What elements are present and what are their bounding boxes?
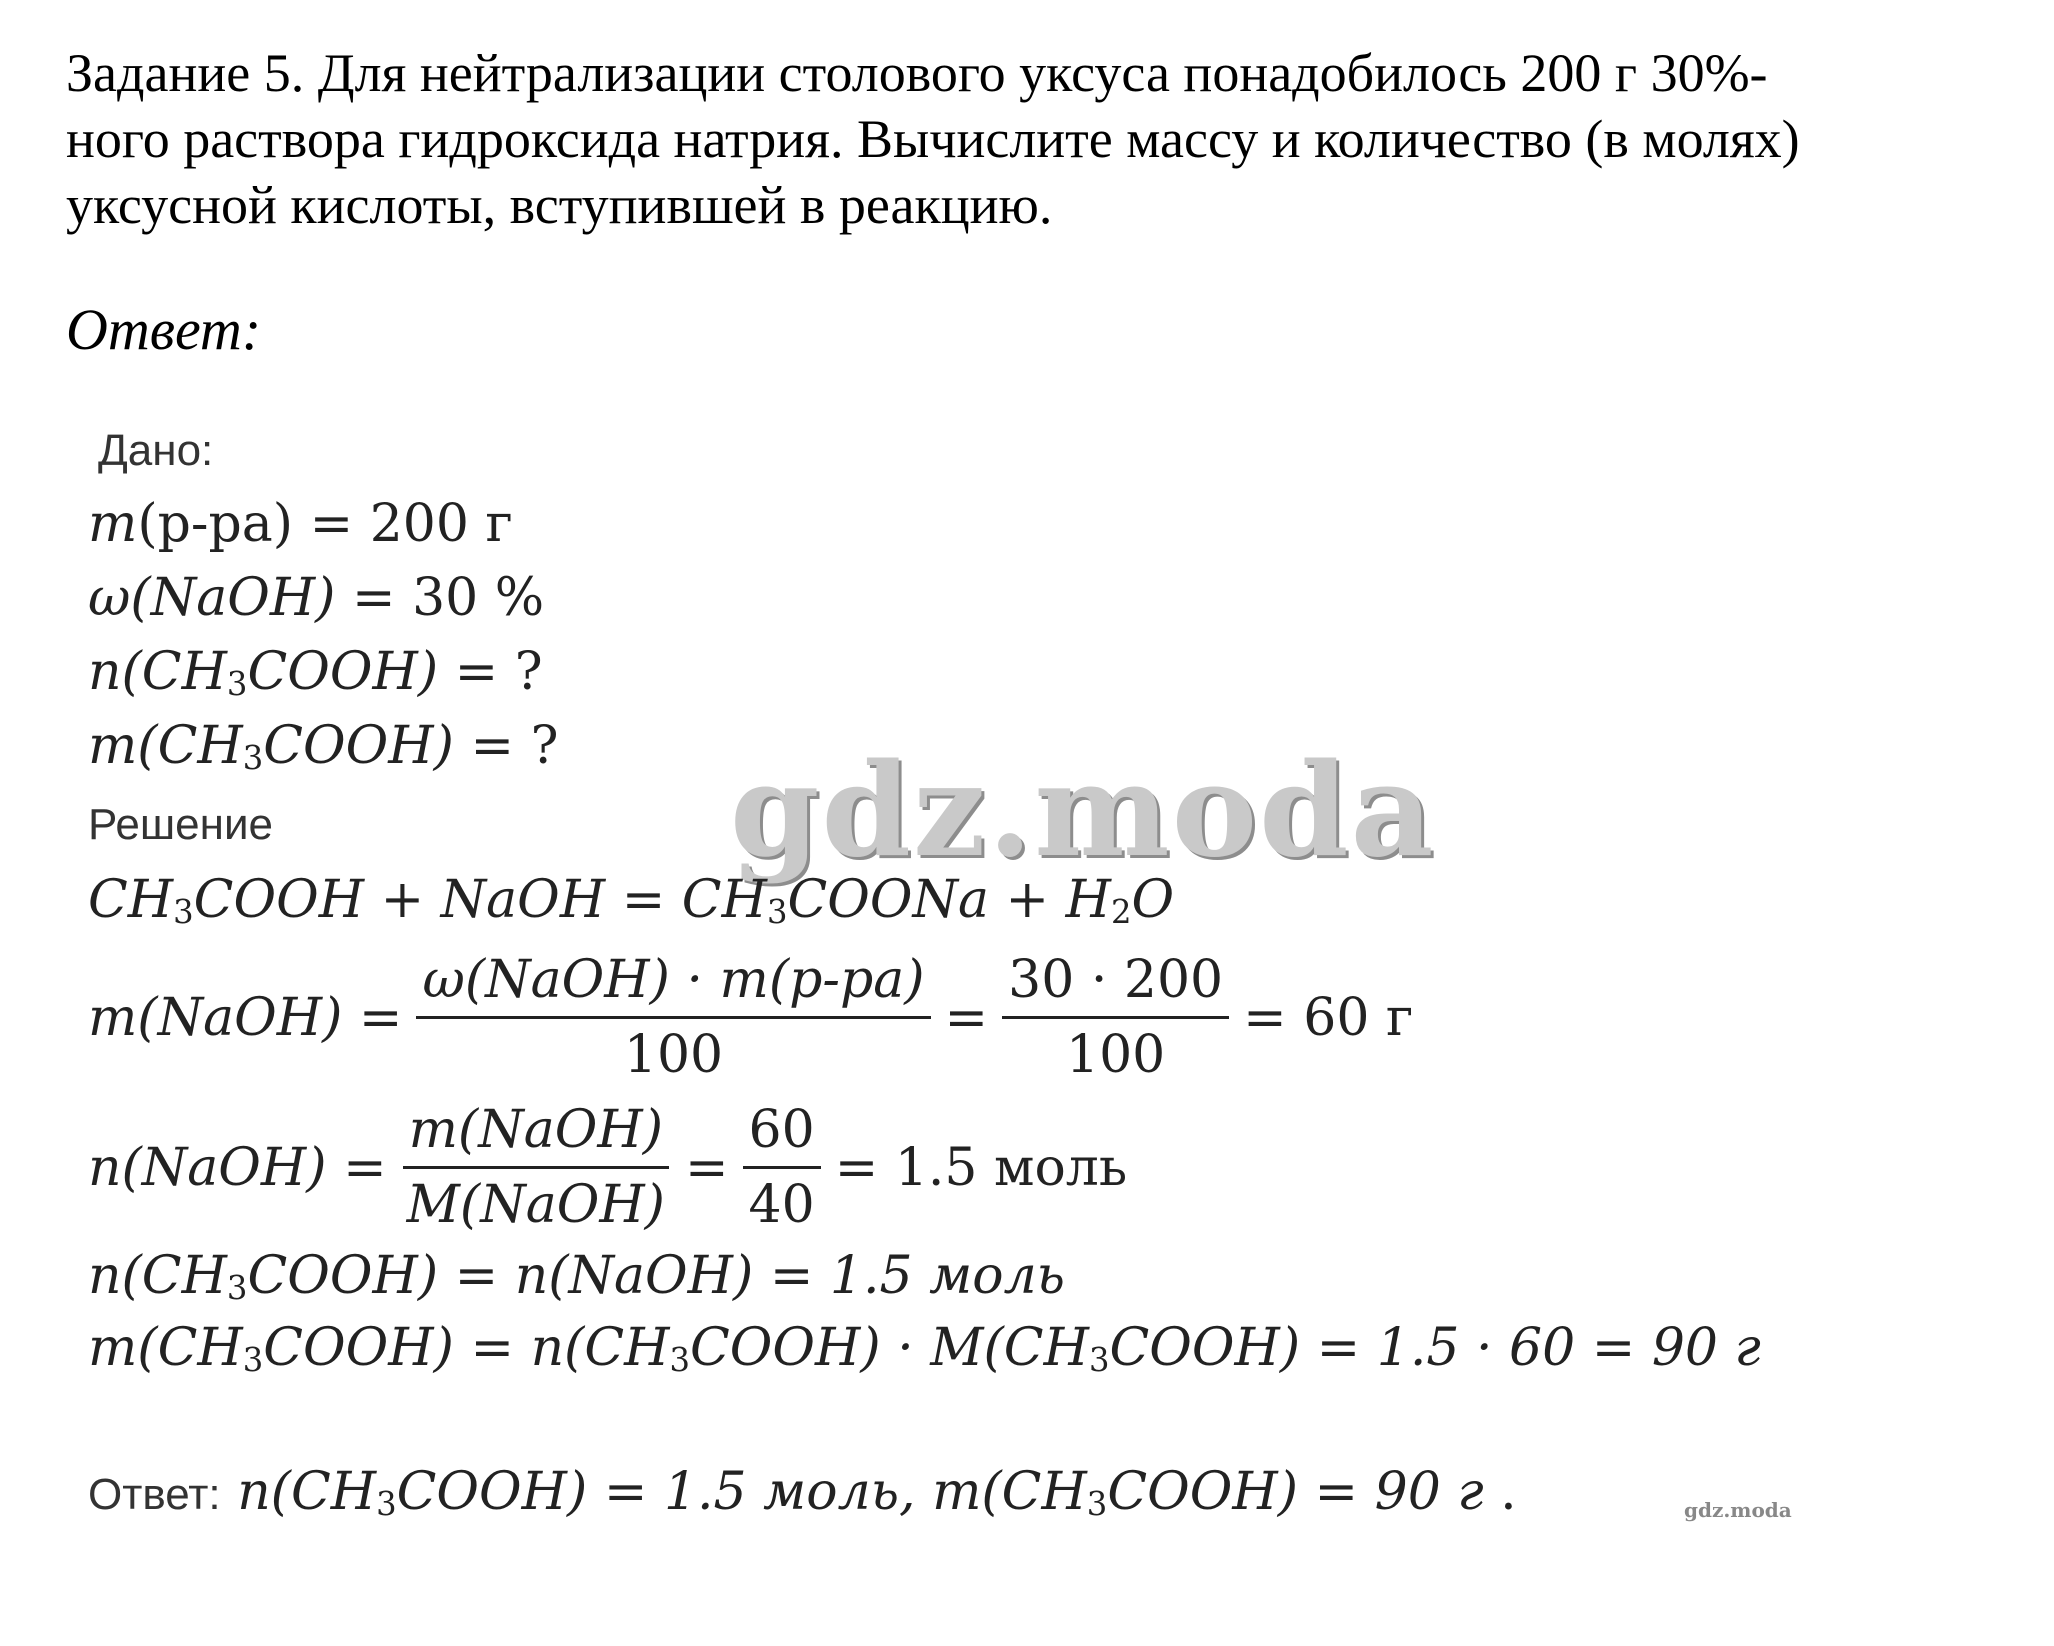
final-answer-label: Ответ: (88, 1470, 221, 1519)
task-line-2: ного раствора гидроксида натрия. Вычислите массу и количество (в молях) (66, 109, 1800, 169)
naoh-amount-numeric-fraction: $\frac{60}{40}$ (743, 1100, 821, 1235)
task-line-1: Задание 5. Для нейтрализации столового уксуса понадобилось 200 г 30%- (66, 43, 1768, 103)
naoh-amount-calculation: n(NaOH) = $\frac{\text{m(NaOH)}}{\text{M(NaOH)}}$ = $\frac{60}{40}$ = 1.5 моль (88, 1100, 1128, 1235)
given-title: Дано: (98, 426, 214, 475)
given-acid-mass: $m(CH_3COOH)$ = ? (88, 716, 559, 777)
given-solution-mass: m(р-ра) = 200 г (88, 494, 513, 554)
acid-amount-calculation: $n(CH_3COOH)$ = n(NaOH) = 1.5 моль (88, 1246, 1065, 1307)
task-line-3: уксусной кислоты, вступившей в реакцию. (66, 175, 1053, 235)
naoh-amount-fraction: $\frac{\text{m(NaOH)}}{\text{M(NaOH)}}$ (401, 1100, 671, 1235)
naoh-mass-numeric-fraction: $\frac{30 \cdot 200}{100}$ (1002, 950, 1229, 1085)
watermark-small: gdz.moda (1684, 1498, 1792, 1522)
watermark-logo: gdz.moda (730, 736, 1436, 886)
acid-mass-calculation: $m(CH_3COOH)$ = $n(CH_3COOH)$ · $M(CH_3COOH) = 1.5 \cdot 60 = 90$ г (88, 1318, 1761, 1379)
solution-title: Решение (88, 800, 274, 849)
given-acid-amount: $n(CH_3COOH)$ = ? (88, 642, 543, 703)
answer-heading: Ответ: (66, 297, 262, 362)
reaction-equation: $CH_3COOH$ + NaOH = $CH_3COONa + H_2O$ (88, 870, 1175, 931)
naoh-mass-fraction: $\frac{\text{ω(NaOH) · m(р-ра)}}{100}$ (416, 950, 930, 1085)
naoh-mass-calculation: m(NaOH) = $\frac{\text{ω(NaOH) · m(р-ра)}}{100}$ = $\frac{30 \cdot 200}{100}$ = 60 г (88, 950, 1414, 1085)
task-statement (66, 40, 2026, 238)
given-mass-fraction: ω(NaOH) = 30 % (88, 568, 545, 628)
final-answer: Ответ: $n(CH_3COOH) = 1.5$ моль, $m(CH_3COOH) = 90$ г . (88, 1462, 1517, 1523)
